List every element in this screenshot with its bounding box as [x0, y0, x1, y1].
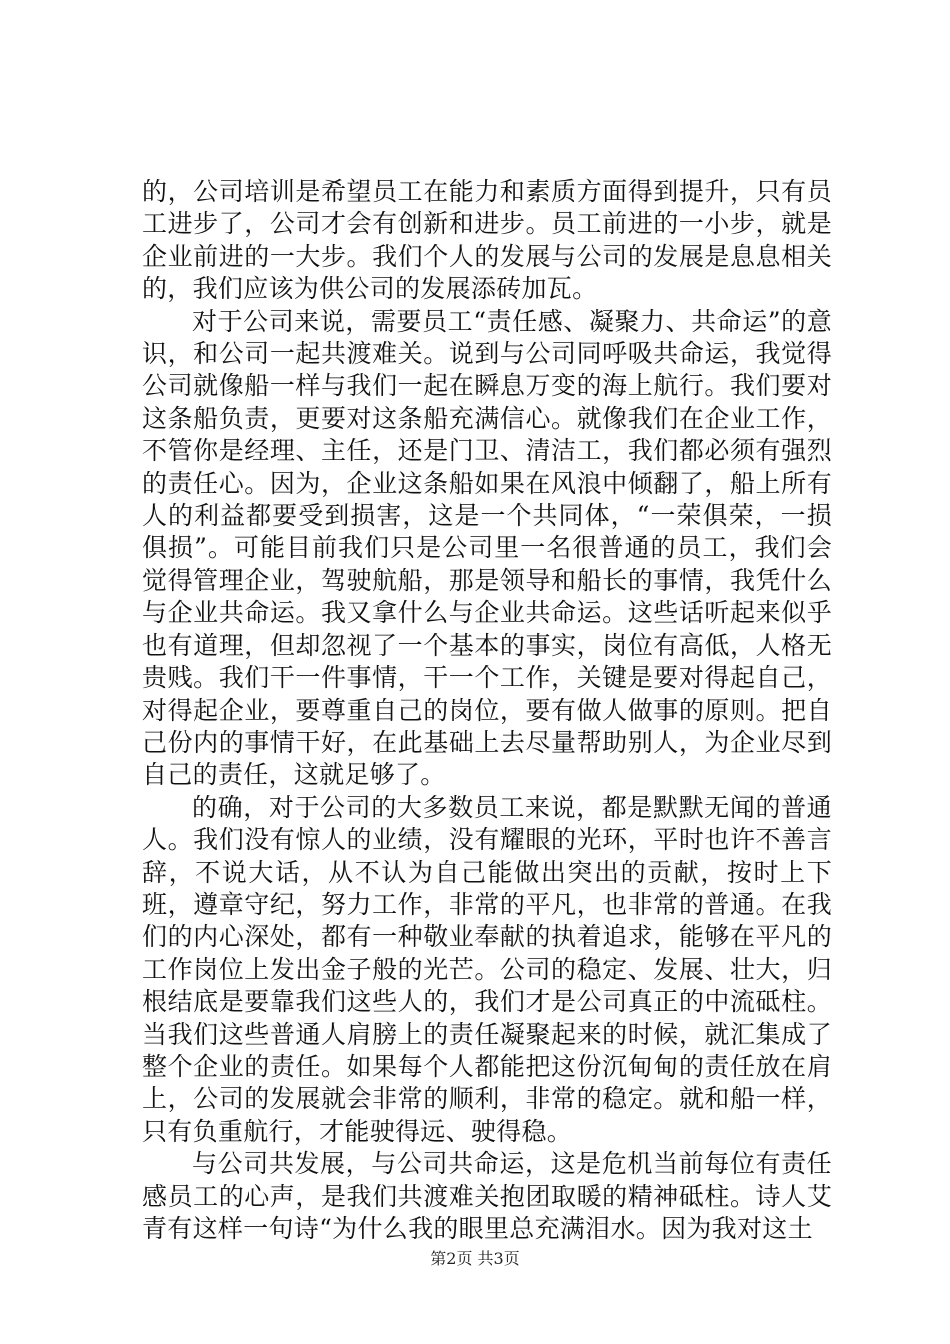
paragraph-ordinary-people: 的确，对于公司的大多数员工来说，都是默默无闻的普通人。我们没有惊人的业绩，没有耀眼的光环，平时也许不善言辞，不说大话，从不认为自己能做出突出的贡献，按时上下班，遵章守纪，努力工作，非常的平凡，也非常的普通。在我们的内心深处，都有一种敬业奉献的执着追求，能够在平凡的工作岗位上发出金子般的光芒。公司的稳定、发展、壮大，归根结底是要靠我们这些人的，我们才是公司真正的中流砥柱。当我们这些普通人肩膀上的责任凝聚起来的时候，就汇集成了整个企业的责任。如果每个人都能把这份沉甸甸的责任放在肩上，公司的发展就会非常的顺利，非常的稳定。就和船一样，只有负重航行，才能驶得远、驶得稳。: [142, 792, 832, 1146]
paragraph-common-destiny: 与公司共发展，与公司共命运，这是危机当前每位有责任感员工的心声，是我们共渡难关抱团取暖的精神砥柱。诗人艾青有这样一句诗“为什么我的眼里总充满泪水。因为我对这土: [142, 1149, 832, 1243]
document-body: [142, 176, 832, 1245]
paragraph-responsibility: 对于公司来说，需要员工“责任感、凝聚力、共命运”的意识，和公司一起共渡难关。说到与公司同呼吸共命运，我觉得公司就像船一样与我们一起在瞬息万变的海上航行。我们要对这条船负责，更要对这条船充满信心。就像我们在企业工作，不管你是经理、主任，还是门卫、清洁工，我们都必须有强烈的责任心。因为，企业这条船如果在风浪中倾翻了，船上所有人的利益都要受到损害，这是一个共同体，“一荣俱荣，一损俱损”。可能目前我们只是公司里一名很普通的员工，我们会觉得管理企业，驾驶航船，那是领导和船长的事情，我凭什么与企业共命运。我又拿什么与企业共命运。这些话听起来似乎也有道理，但却忽视了一个基本的事实，岗位有高低，人格无贵贱。我们干一件事情，干一个工作，关键是要对得起自己，对得起企业，要尊重自己的岗位，要有做人做事的原则。把自己份内的事情干好，在此基础上去尽量帮助别人，为企业尽到自己的责任，这就足够了。: [142, 306, 832, 790]
page-number-footer: 第2页 共3页: [430, 1249, 520, 1268]
paragraph-continued: 的，公司培训是希望员工在能力和素质方面得到提升，只有员工进步了，公司才会有创新和进步。员工前进的一小步，就是企业前进的一大步。我们个人的发展与公司的发展是息息相关的，我们应该为供公司的发展添砖加瓦。: [142, 177, 832, 304]
